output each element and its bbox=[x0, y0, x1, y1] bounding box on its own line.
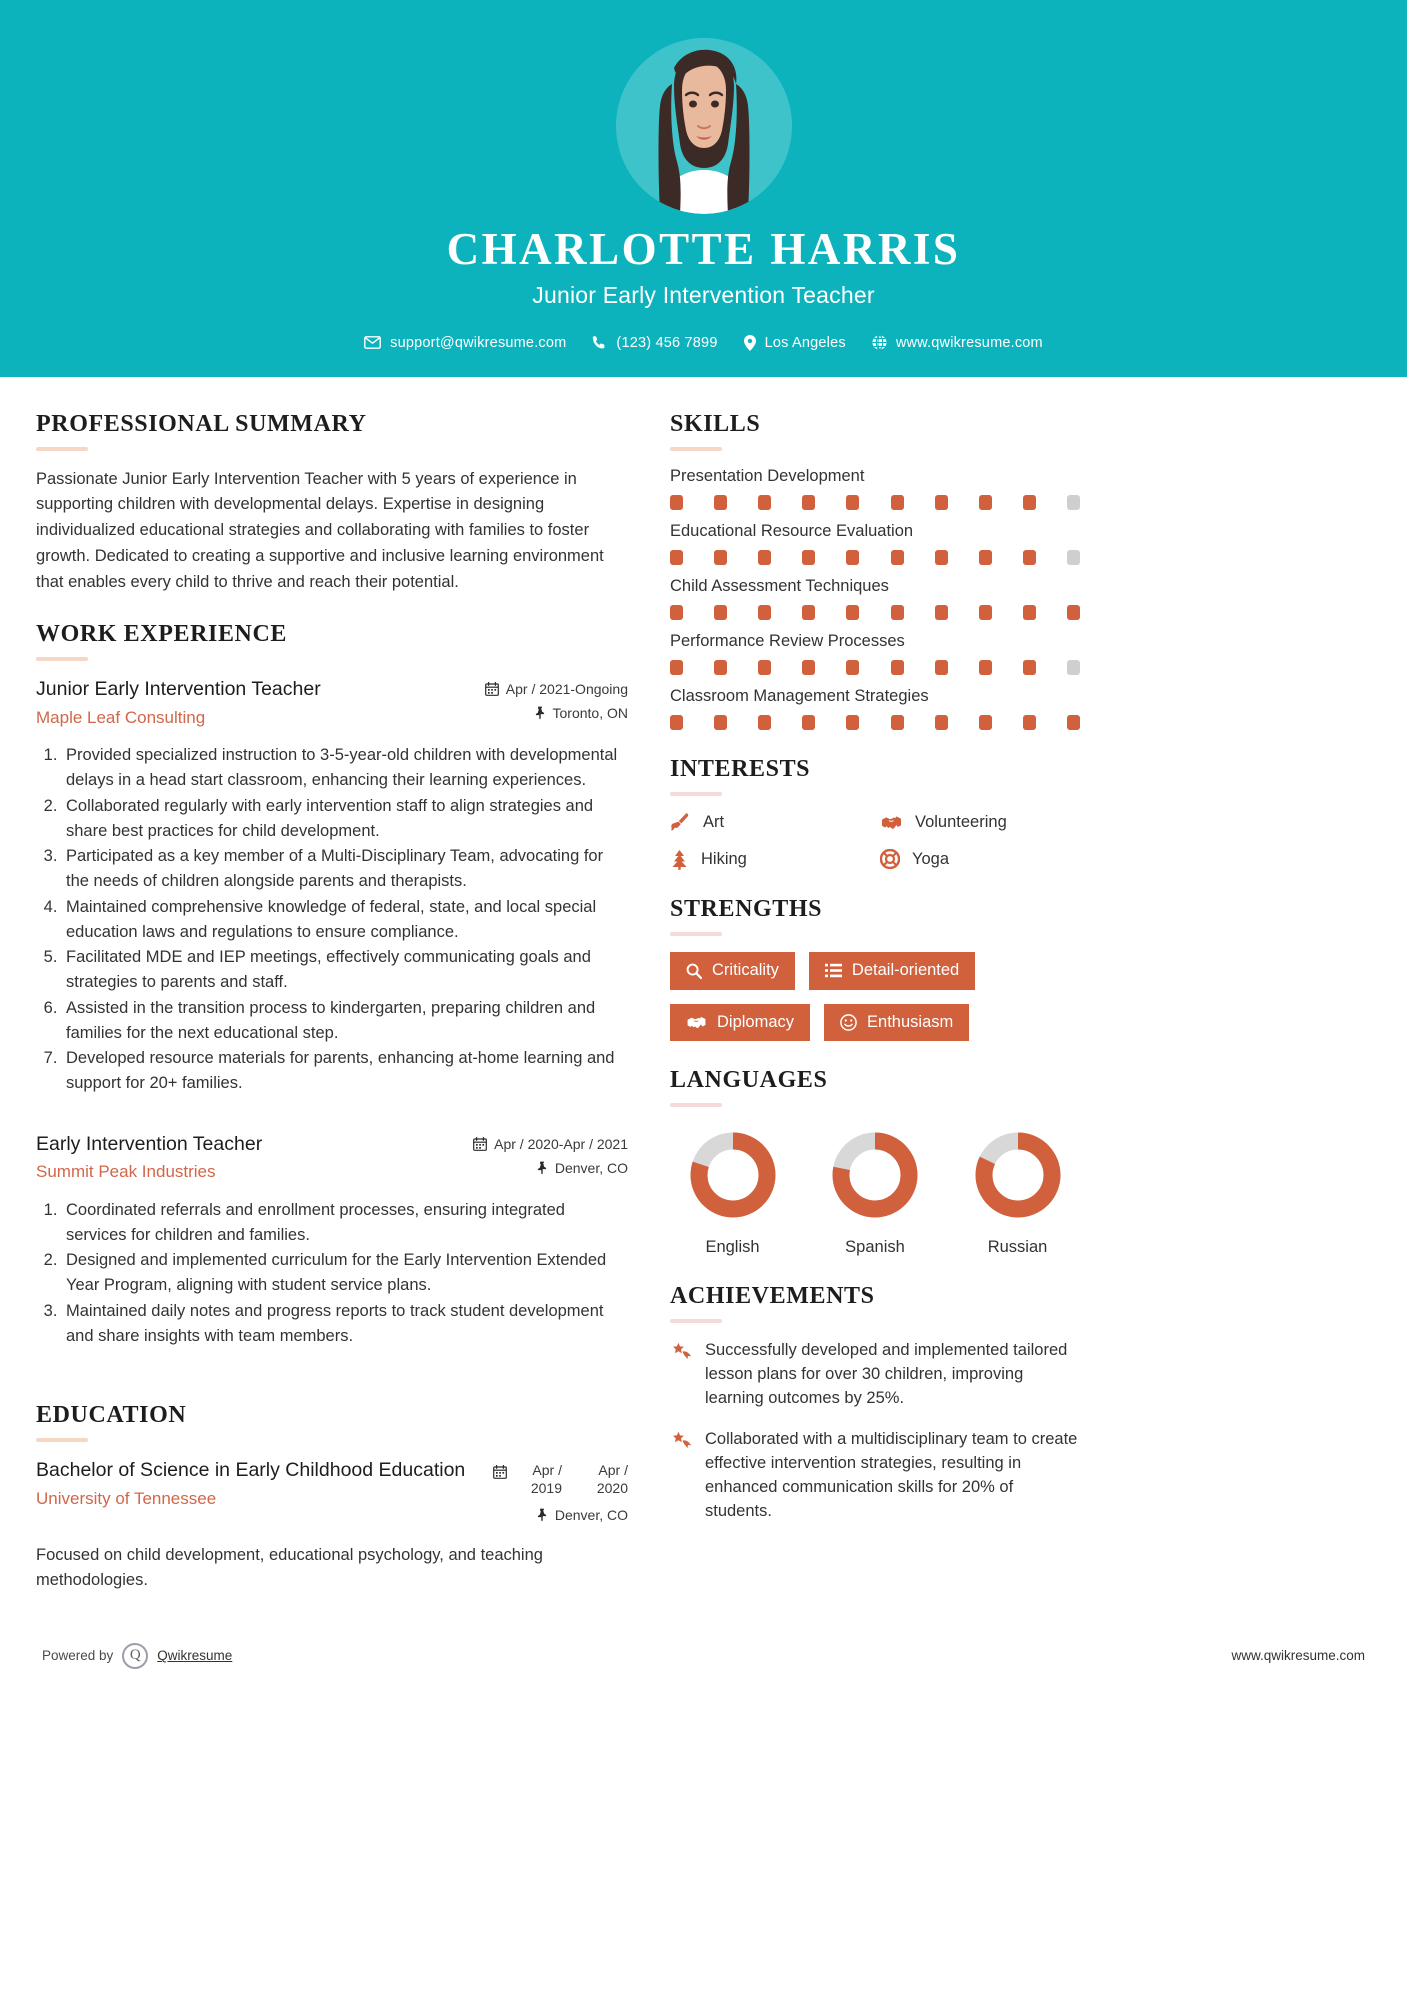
section-professional-summary bbox=[36, 411, 628, 596]
donut-chart bbox=[972, 1129, 1064, 1221]
skill-dot-filled bbox=[935, 550, 948, 565]
work-bullet: 2. Designed and implemented curriculum for the Early Intervention Extended Year Program, aligning with student service plans. bbox=[62, 1248, 628, 1298]
skill-label: Presentation Development bbox=[670, 466, 865, 485]
contact-row bbox=[0, 335, 1407, 351]
strength-label: Criticality bbox=[712, 960, 779, 979]
strength-tag-detail-oriented bbox=[809, 952, 975, 990]
skill-label: Child Assessment Techniques bbox=[670, 576, 889, 595]
entry-spacer bbox=[36, 1374, 628, 1402]
skill-dot-filled bbox=[714, 550, 727, 565]
interests-rule bbox=[670, 792, 722, 796]
skills-rule bbox=[670, 447, 722, 451]
skill-dot-filled bbox=[846, 605, 859, 620]
interest-label: Yoga bbox=[912, 849, 950, 868]
magnifier-icon bbox=[686, 963, 702, 979]
contact-email-text: support@qwikresume.com bbox=[390, 334, 567, 351]
section-strengths bbox=[670, 896, 1080, 1042]
skill-rating bbox=[670, 550, 1080, 565]
education-heading: EDUCATION bbox=[36, 1402, 187, 1429]
skill-row bbox=[670, 522, 1080, 565]
footer-website[interactable]: www.qwikresume.com bbox=[1231, 1648, 1365, 1664]
work-bullet: 1. Provided specialized instruction to 3-5-year-old children with developmental delays in a head start classroom, enhancing their learning experiences. bbox=[62, 743, 628, 793]
skill-dot-filled bbox=[714, 660, 727, 675]
interest-label: Hiking bbox=[701, 849, 747, 868]
skill-row bbox=[670, 577, 1080, 620]
education-location-text: Denver, CO bbox=[554, 1507, 628, 1524]
strengths-heading: STRENGTHS bbox=[670, 895, 823, 922]
qwikresume-logo-icon: Q bbox=[122, 1643, 148, 1669]
lifebuoy-icon bbox=[880, 849, 900, 869]
language-item bbox=[670, 1129, 795, 1257]
skill-dot-filled bbox=[670, 550, 683, 565]
achievements-rule bbox=[670, 1319, 722, 1323]
resume-footer bbox=[0, 1627, 1407, 1691]
skill-rating bbox=[670, 495, 1080, 510]
achievements-heading: ACHIEVEMENTS bbox=[670, 1283, 875, 1310]
education-dates bbox=[493, 1462, 628, 1497]
skill-dot-filled bbox=[802, 550, 815, 565]
achievement-text: Successfully developed and implemented tailored lesson plans for over 30 children, improving learning outcomes by 25%. bbox=[705, 1341, 1068, 1408]
summary-heading: PROFESSIONAL SUMMARY bbox=[36, 410, 367, 437]
skill-dot-filled bbox=[758, 715, 771, 730]
skill-dot-filled bbox=[802, 605, 815, 620]
skill-dot-filled bbox=[1067, 715, 1080, 730]
handshake-icon bbox=[880, 813, 903, 831]
skill-dot-filled bbox=[802, 660, 815, 675]
skill-rating bbox=[670, 605, 1080, 620]
strength-tag-enthusiasm bbox=[824, 1004, 969, 1042]
skill-label: Educational Resource Evaluation bbox=[670, 521, 914, 540]
skill-dot-filled bbox=[714, 605, 727, 620]
work-entry bbox=[36, 1132, 628, 1349]
work-heading: WORK EXPERIENCE bbox=[36, 621, 288, 648]
skill-label: Performance Review Processes bbox=[670, 631, 905, 650]
resume-body bbox=[0, 377, 1407, 1619]
right-column bbox=[670, 411, 1080, 1550]
skill-dot-filled bbox=[714, 715, 727, 730]
work-bullets bbox=[36, 1198, 628, 1349]
languages-heading: LANGUAGES bbox=[670, 1067, 828, 1094]
left-column bbox=[36, 411, 628, 1619]
envelope-icon bbox=[364, 336, 381, 349]
language-item bbox=[813, 1129, 938, 1257]
skill-dot-filled bbox=[1023, 660, 1036, 675]
work-role: Early Intervention Teacher bbox=[36, 1132, 263, 1155]
work-role: Junior Early Intervention Teacher bbox=[36, 678, 321, 701]
work-bullet: 6. Assisted in the transition process to kindergarten, preparing children and families for the next educational step. bbox=[62, 996, 628, 1046]
star-badge-icon bbox=[670, 1428, 692, 1451]
skill-dot-filled bbox=[802, 495, 815, 510]
achievement-item bbox=[670, 1428, 1080, 1524]
interest-item-yoga bbox=[880, 849, 1080, 870]
skill-label: Classroom Management Strategies bbox=[670, 686, 929, 705]
donut-chart bbox=[829, 1129, 921, 1221]
skill-dot-filled bbox=[846, 660, 859, 675]
education-date-start: Apr / 2019 bbox=[530, 1462, 562, 1496]
work-rule bbox=[36, 657, 88, 661]
smiley-icon bbox=[840, 1014, 857, 1031]
donut-chart bbox=[687, 1129, 779, 1221]
language-label: Russian bbox=[987, 1238, 1048, 1257]
work-meta bbox=[473, 1132, 628, 1184]
interest-label: Volunteering bbox=[915, 812, 1007, 831]
skill-dot-filled bbox=[670, 495, 683, 510]
skill-dot-filled bbox=[891, 715, 904, 730]
skill-dot-filled bbox=[758, 660, 771, 675]
strength-label: Diplomacy bbox=[717, 1012, 795, 1031]
language-label: English bbox=[705, 1238, 760, 1257]
work-bullet: 3. Participated as a key member of a Multi-Disciplinary Team, advocating for the needs of children alongside parents and therapists. bbox=[62, 844, 628, 894]
powered-by-label: Powered by bbox=[42, 1648, 114, 1664]
skill-dot-filled bbox=[758, 495, 771, 510]
education-meta bbox=[493, 1458, 628, 1531]
work-bullet: 5. Facilitated MDE and IEP meetings, effectively communicating goals and strategies to parents and staff. bbox=[62, 945, 628, 995]
skill-dot-filled bbox=[891, 605, 904, 620]
skill-row bbox=[670, 632, 1080, 675]
section-languages bbox=[670, 1067, 1080, 1257]
skill-dot-filled bbox=[846, 715, 859, 730]
skill-dot-filled bbox=[1023, 495, 1036, 510]
interest-item-hiking bbox=[670, 849, 870, 870]
summary-rule bbox=[36, 447, 88, 451]
contact-location[interactable] bbox=[735, 335, 855, 351]
skill-dot-filled bbox=[891, 550, 904, 565]
calendar-icon bbox=[493, 1462, 507, 1482]
language-donut bbox=[670, 1129, 795, 1226]
skill-dot-filled bbox=[670, 605, 683, 620]
contact-website-text: www.qwikresume.com bbox=[895, 334, 1043, 351]
section-work-experience bbox=[36, 621, 628, 1348]
avatar bbox=[616, 38, 792, 214]
section-achievements bbox=[670, 1283, 1080, 1523]
work-bullet: 1. Coordinated referrals and enrollment processes, ensuring integrated services for children and families. bbox=[62, 1198, 628, 1248]
skill-dot-filled bbox=[1067, 605, 1080, 620]
language-item bbox=[955, 1129, 1080, 1257]
contact-location-text: Los Angeles bbox=[764, 334, 846, 351]
skill-row bbox=[670, 687, 1080, 730]
work-location-text: Denver, CO bbox=[554, 1159, 628, 1176]
list-icon bbox=[825, 963, 842, 978]
contact-phone[interactable] bbox=[583, 335, 726, 351]
languages-rule bbox=[670, 1103, 722, 1107]
education-degree: Bachelor of Science in Early Childhood Education bbox=[36, 1459, 466, 1482]
work-location bbox=[473, 1160, 628, 1176]
interests-heading: INTERESTS bbox=[670, 755, 811, 782]
interest-item-art bbox=[670, 812, 870, 833]
calendar-icon bbox=[485, 682, 499, 696]
skill-dot-filled bbox=[714, 495, 727, 510]
language-donut bbox=[813, 1129, 938, 1226]
education-date-end: Apr / 2020 bbox=[596, 1462, 628, 1496]
paintbrush-icon bbox=[670, 812, 691, 833]
work-location bbox=[485, 705, 628, 721]
education-rule bbox=[36, 1438, 88, 1442]
candidate-name: CHARLOTTE HARRIS bbox=[446, 224, 961, 274]
pushpin-icon bbox=[534, 706, 546, 720]
work-dates-text: Apr / 2021-Ongoing bbox=[505, 681, 628, 698]
skill-dot-filled bbox=[670, 660, 683, 675]
strength-tags bbox=[670, 952, 1080, 1042]
skill-dot-filled bbox=[802, 715, 815, 730]
skill-dot-filled bbox=[846, 550, 859, 565]
handshake-icon bbox=[686, 1014, 707, 1030]
work-bullets bbox=[36, 743, 628, 1096]
skill-dot-filled bbox=[979, 495, 992, 510]
skill-rating bbox=[670, 715, 1080, 730]
skill-dot-filled bbox=[935, 605, 948, 620]
skill-rating bbox=[670, 660, 1080, 675]
skill-dot-empty bbox=[1067, 495, 1080, 510]
skill-row bbox=[670, 467, 1080, 510]
powered-by bbox=[42, 1643, 232, 1669]
work-bullet: 3. Maintained daily notes and progress reports to track student development and share insights with team members. bbox=[62, 1299, 628, 1349]
work-meta bbox=[485, 677, 628, 729]
strength-label: Detail-oriented bbox=[851, 960, 960, 979]
skill-dot-filled bbox=[758, 550, 771, 565]
map-pin-icon bbox=[744, 335, 756, 351]
resume-header bbox=[0, 0, 1407, 377]
skill-dot-filled bbox=[935, 660, 948, 675]
skill-dot-filled bbox=[979, 550, 992, 565]
achievement-text: Collaborated with a multidisciplinary team to create effective intervention strategies, resulting in enhanced communication skills for 20% of students. bbox=[705, 1430, 1078, 1520]
calendar-icon bbox=[473, 1137, 487, 1151]
section-education bbox=[36, 1402, 628, 1593]
achievement-item bbox=[670, 1339, 1080, 1411]
avatar-photo bbox=[616, 38, 792, 214]
skill-dot-filled bbox=[935, 715, 948, 730]
pushpin-icon bbox=[536, 1161, 548, 1175]
skill-dot-filled bbox=[1023, 605, 1036, 620]
skill-dot-empty bbox=[1067, 550, 1080, 565]
language-donut bbox=[955, 1129, 1080, 1226]
work-entry bbox=[36, 677, 628, 1096]
work-bullet: 2. Collaborated regularly with early intervention staff to align strategies and share best practices for child development. bbox=[62, 794, 628, 844]
work-bullet: 7. Developed resource materials for parents, enhancing at-home learning and support for 20+ families. bbox=[62, 1046, 628, 1096]
entry-spacer bbox=[36, 1104, 628, 1132]
interest-label: Art bbox=[703, 812, 725, 831]
language-label: Spanish bbox=[845, 1238, 905, 1257]
summary-text: Passionate Junior Early Intervention Teacher with 5 years of experience in supporting children with developmental delays. Expertise in designing individualized educational strategies and collaborating with families to foster growth. Dedicated to creating a supportive and inclusive learning environment that enables every child to thrive and reach their potential. bbox=[36, 469, 604, 591]
skill-dot-filled bbox=[1023, 715, 1036, 730]
work-org: Summit Peak Industries bbox=[36, 1162, 216, 1182]
candidate-title: Junior Early Intervention Teacher bbox=[532, 281, 875, 308]
strength-label: Enthusiasm bbox=[867, 1012, 954, 1031]
work-location-text: Toronto, ON bbox=[552, 705, 628, 722]
qwikresume-brand-link[interactable]: Qwikresume bbox=[157, 1648, 233, 1664]
skill-dot-filled bbox=[1023, 550, 1036, 565]
interest-item-volunteering bbox=[880, 812, 1080, 833]
languages-grid bbox=[670, 1123, 1080, 1257]
work-dates-text: Apr / 2020-Apr / 2021 bbox=[494, 1135, 628, 1152]
skill-dot-filled bbox=[979, 605, 992, 620]
strength-tag-criticality bbox=[670, 952, 795, 990]
skill-dot-filled bbox=[846, 495, 859, 510]
skill-dot-filled bbox=[670, 715, 683, 730]
tree-icon bbox=[670, 849, 689, 870]
skill-dot-filled bbox=[979, 660, 992, 675]
work-dates bbox=[485, 681, 628, 697]
skill-dot-filled bbox=[891, 660, 904, 675]
skill-dot-empty bbox=[1067, 660, 1080, 675]
work-bullet: 4. Maintained comprehensive knowledge of federal, state, and local special education laws and regulations to ensure compliance. bbox=[62, 895, 628, 945]
skill-dot-filled bbox=[891, 495, 904, 510]
skill-dot-filled bbox=[979, 715, 992, 730]
globe-icon bbox=[872, 335, 887, 350]
work-dates bbox=[473, 1136, 628, 1152]
education-location bbox=[493, 1507, 628, 1523]
education-entry bbox=[36, 1458, 628, 1593]
skills-heading: SKILLS bbox=[670, 410, 761, 437]
education-description: Focused on child development, educational psychology, and teaching methodologies. bbox=[36, 1546, 543, 1590]
contact-website[interactable] bbox=[863, 335, 1052, 351]
education-school: University of Tennessee bbox=[36, 1488, 217, 1508]
section-interests bbox=[670, 756, 1080, 870]
skill-dot-filled bbox=[935, 495, 948, 510]
contact-phone-text: (123) 456 7899 bbox=[616, 334, 718, 351]
work-org: Maple Leaf Consulting bbox=[36, 707, 206, 727]
strengths-rule bbox=[670, 932, 722, 936]
phone-icon bbox=[592, 335, 607, 350]
contact-email[interactable] bbox=[355, 335, 575, 351]
star-badge-icon bbox=[670, 1339, 692, 1362]
pushpin-icon bbox=[536, 1508, 548, 1522]
section-skills bbox=[670, 411, 1080, 730]
skill-dot-filled bbox=[758, 605, 771, 620]
interests-grid bbox=[670, 812, 1080, 870]
strength-tag-diplomacy bbox=[670, 1004, 810, 1042]
